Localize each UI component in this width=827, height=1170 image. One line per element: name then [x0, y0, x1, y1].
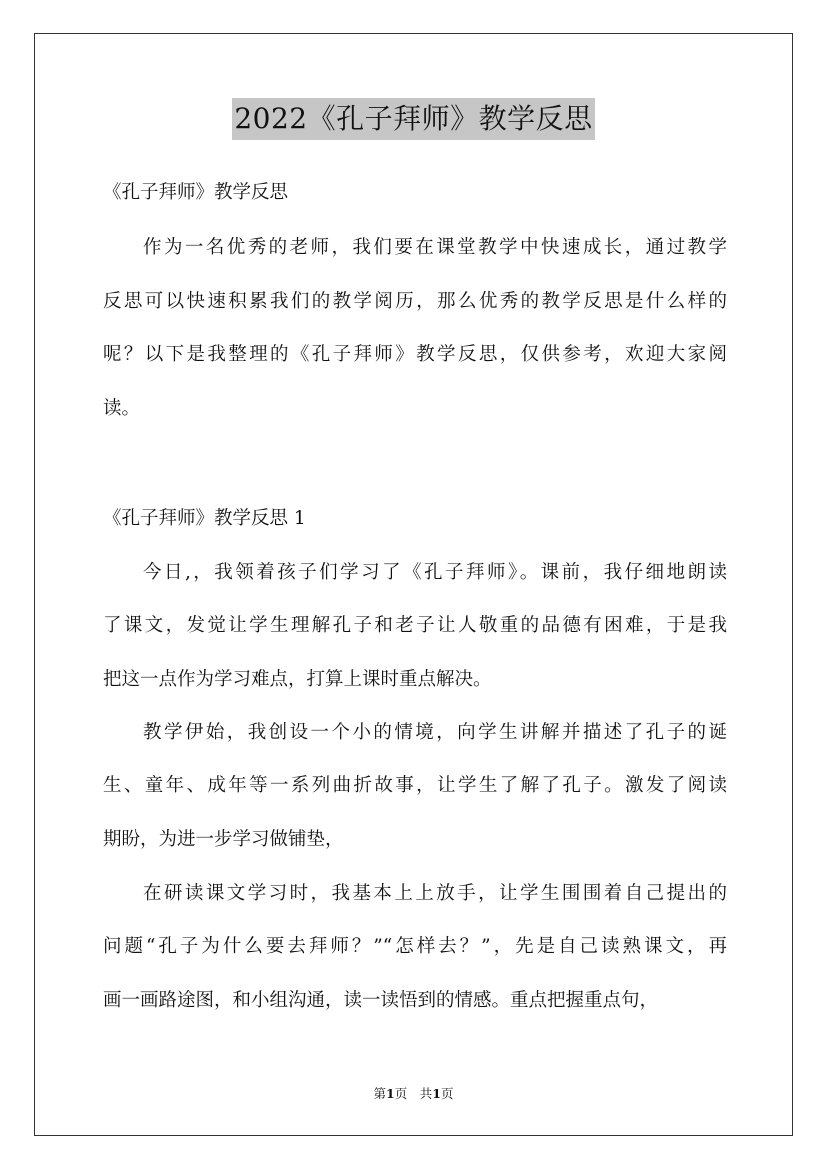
paragraph-3 — [103, 881, 727, 1041]
paragraph-1 — [103, 560, 727, 720]
paragraph-line: 读。 — [103, 397, 141, 419]
paragraph-line: 反思可以快速积累我们的教学阅历，那么优秀的教学反思是什么样的 — [103, 290, 727, 312]
title-container — [0, 98, 827, 140]
paragraph-line: 把这一点作为学习难点，打算上课时重点解决。 — [103, 668, 492, 690]
paragraph-line: 作为一名优秀的老师，我们要在课堂教学中快速成长，通过教学 — [143, 237, 727, 258]
paragraph-line: 生、童年、成年等一系列曲折故事，让学生了解了孔子。激发了阅读 — [103, 775, 727, 797]
paragraph-line: 呢？以下是我整理的《孔子拜师》教学反思，仅供参考，欢迎大家阅 — [103, 344, 727, 366]
paragraph-line: 今日,，我领着孩子们学习了《孔子拜师》。课前，我仔细地朗读 — [143, 562, 727, 583]
paragraph-line: 了课文，发觉让学生理解孔子和老子让人敬重的品德有困难，于是我 — [103, 615, 727, 637]
intro-heading: 《孔子拜师》教学反思 — [103, 182, 289, 203]
footer-suffix: 页 — [440, 1086, 454, 1101]
paragraph-line: 在研读课文学习时，我基本上上放手，让学生围围着自己提出的 — [143, 883, 727, 904]
page-footer — [0, 1084, 827, 1102]
paragraph-line: 问题“孔子为什么要去拜师？”“怎样去？”，先是自己读熟课文，再 — [103, 936, 727, 958]
footer-page-total: 1 — [432, 1086, 441, 1101]
footer-prefix: 第 — [373, 1086, 387, 1101]
footer-page-current: 1 — [386, 1086, 395, 1101]
intro-paragraph — [103, 235, 727, 449]
paragraph-line: 期盼，为进一步学习做铺垫， — [103, 828, 344, 850]
document-title: 2022《孔子拜师》教学反思 — [232, 98, 594, 140]
paragraph-line: 画一画路途图，和小组沟通，读一读悟到的情感。重点把握重点句， — [103, 989, 659, 1011]
footer-mid: 页 共 — [394, 1086, 433, 1101]
section-heading: 《孔子拜师》教学反思 1 — [103, 508, 306, 529]
paragraph-line: 教学伊始，我创设一个小的情境，向学生讲解并描述了孔子的诞 — [143, 722, 727, 743]
paragraph-2 — [103, 720, 727, 880]
